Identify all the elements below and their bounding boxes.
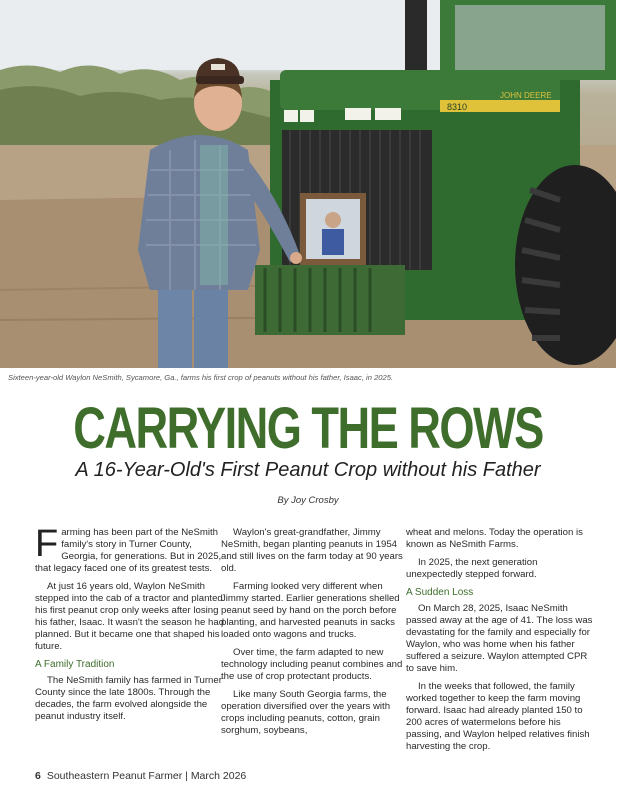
- paragraph: wheat and melons. Today the operation is known as NeSmith Farms.: [406, 527, 583, 550]
- article-column-1: [35, 523, 225, 729]
- paragraph: The NeSmith family has farmed in Turner County since the late 1800s. Through the decades, the farm evolved alongside the peanut industry itself.: [35, 675, 222, 722]
- headline: CARRYING THE ROWS: [73, 396, 543, 461]
- paragraph: Like many South Georgia farms, the operation diversified over the years with crops including peanuts, cotton, grain sorghum, soybeans,: [221, 689, 391, 736]
- cover-photo: [0, 0, 616, 368]
- paragraph-text: arming has been part of the NeSmith family's story in Turner County, Georgia, for generations. But in 2025, that legacy faced one of its greatest tests.: [35, 527, 222, 574]
- tractor-brand-text: JOHN DEERE: [500, 91, 552, 100]
- publication-name: Southeastern Peanut Farmer | March 2026: [46, 770, 247, 782]
- tractor-model-text: 8310: [447, 102, 468, 112]
- article-column-3: [406, 527, 596, 759]
- paragraph: Over time, the farm adapted to new technology including peanut combines and the use of crop protectant products.: [221, 647, 403, 682]
- paragraph: At just 16 years old, Waylon NeSmith stepped into the cab of a tractor and planted his first peanut crop only weeks after losing his father, Isaac. It wasn't the season he had planned. But it became one that shaped his future.: [35, 581, 225, 652]
- paragraph: [35, 523, 225, 575]
- paragraph: Farming looked very different when Jimmy started. Earlier generations shelled peanut seed by hand on the porch before planting, and harvested peanuts in sacks loaded onto wagons and trucks.: [221, 581, 400, 640]
- paragraph: In 2025, the next generation unexpectedly stepped forward.: [406, 557, 538, 580]
- paragraph: In the weeks that followed, the family worked together to keep the farm moving forward. Isaac had already planted 150 to 200 acres of watermelons before his passing, and Waylon helped relatives finish harvesting the crop.: [406, 681, 590, 752]
- subheadline: A 16-Year-Old's First Peanut Crop without his Father: [75, 459, 541, 481]
- paragraph: On March 28, 2025, Isaac NeSmith passed away at the age of 41. The loss was devastating for the family and especially for Waylon, who was home when his father suffered a seizure. Waylon attempted CPR to save him.: [406, 603, 593, 674]
- photo-caption: Sixteen-year-old Waylon NeSmith, Sycamore, Ga., farms his first crop of peanuts without his father, Isaac, in 2025.: [8, 373, 394, 382]
- page-number: 6: [35, 770, 41, 782]
- page-footer: [35, 770, 246, 782]
- cover-photo-illustration: [0, 0, 616, 368]
- article-column-2: [221, 527, 411, 743]
- paragraph: Waylon's great-grandfather, Jimmy NeSmith, began planting peanuts in 1954 and still lives on the farm today at 90 years old.: [221, 527, 403, 574]
- section-heading: A Sudden Loss: [406, 587, 474, 598]
- byline: By Joy Crosby: [277, 495, 339, 506]
- drop-cap: F: [35, 523, 59, 565]
- section-heading: A Family Tradition: [35, 659, 115, 670]
